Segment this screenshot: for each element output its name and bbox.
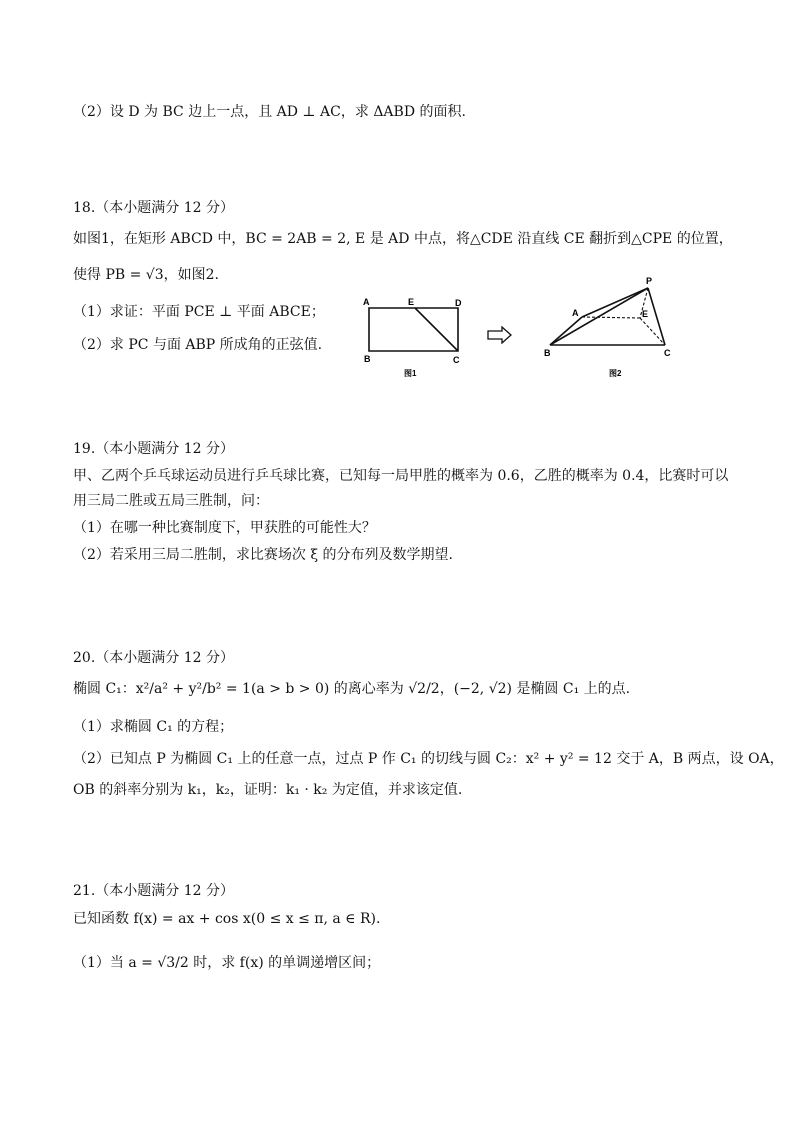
edge-pa <box>582 288 648 317</box>
q20-part2-line2: OB 的斜率分别为 k₁，k₂，证明：k₁ · k₂ 为定值，并求该定值. <box>73 782 463 798</box>
q21-header: 21.（本小题满分 12 分） <box>73 883 234 899</box>
segment-ec <box>415 308 458 351</box>
edge-ae-dashed <box>582 317 640 318</box>
q19-part2: （2）若采用三局二胜制，求比赛场次 ξ 的分布列及数学期望. <box>73 547 453 563</box>
fig2-label-b: B <box>544 348 551 358</box>
q18-part2: （2）求 PC 与面 ABP 所成角的正弦值. <box>73 337 323 353</box>
edge-ab <box>550 317 582 345</box>
fig1-label-c: C <box>453 355 460 365</box>
fig2-label-a: A <box>572 308 579 318</box>
edge-pc <box>648 288 665 345</box>
edge-pb <box>550 288 648 345</box>
q18-figure-2 <box>535 272 685 380</box>
q18-part1: （1）求证：平面 PCE ⊥ 平面 ABCE； <box>73 304 325 320</box>
q20-stem: 椭圆 C₁：x²/a² + y²/b² = 1(a > b > 0) 的离心率为 √2/2，(−2, √2) 是椭圆 C₁ 上的点. <box>73 681 631 697</box>
q19-header: 19.（本小题满分 12 分） <box>73 441 234 457</box>
fig1-label-d: D <box>455 298 462 308</box>
fig1-label-b: B <box>364 354 371 364</box>
fig2-caption: 图2 <box>609 369 622 378</box>
q17-part2: （2）设 D 为 BC 边上一点，且 AD ⊥ AC，求 ΔABD 的面积. <box>73 104 466 120</box>
q21-part1: （1）当 a = √3/2 时，求 f(x) 的单调递增区间； <box>73 955 381 971</box>
q19-part1: （1）在哪一种比赛制度下，甲获胜的可能性大？ <box>73 520 376 536</box>
fig1-label-a: A <box>363 297 370 307</box>
fig2-label-c: C <box>664 348 671 358</box>
fig2-label-e: E <box>642 309 649 319</box>
q18-figure-1 <box>355 292 475 378</box>
rectangle-abcd <box>369 308 458 351</box>
q20-part1: （1）求椭圆 C₁ 的方程； <box>73 719 234 735</box>
q20-header: 20.（本小题满分 12 分） <box>73 650 234 666</box>
fig1-label-e: E <box>408 297 415 307</box>
q19-stem-line1: 甲、乙两个乒乓球运动员进行乒乓球比赛，已知每一局甲胜的概率为 0.6，乙胜的概率为 0.4，比赛时可以 <box>73 468 729 484</box>
q18-stem-line1: 如图1，在矩形 ABCD 中，BC = 2AB = 2, E 是 AD 中点，将△CDE 沿直线 CE 翻折到△CPE 的位置， <box>73 231 733 247</box>
fig2-label-p: P <box>646 276 653 286</box>
q20-part2-line1: （2）已知点 P 为椭圆 C₁ 上的任意一点，过点 P 作 C₁ 的切线与圆 C₂：x² + y² = 12 交于 A，B 两点，设 OA， <box>73 751 784 767</box>
q18-stem-line2: 使得 PB = √3，如图2. <box>73 267 219 283</box>
q21-stem: 已知函数 f(x) = ax + cos x(0 ≤ x ≤ π, a ∈ R). <box>73 911 381 927</box>
right-arrow-icon <box>487 326 513 344</box>
q19-stem-line2: 用三局二胜或五局三胜制，问： <box>73 493 269 509</box>
q18-header: 18.（本小题满分 12 分） <box>73 200 234 216</box>
fig1-caption: 图1 <box>404 369 417 378</box>
